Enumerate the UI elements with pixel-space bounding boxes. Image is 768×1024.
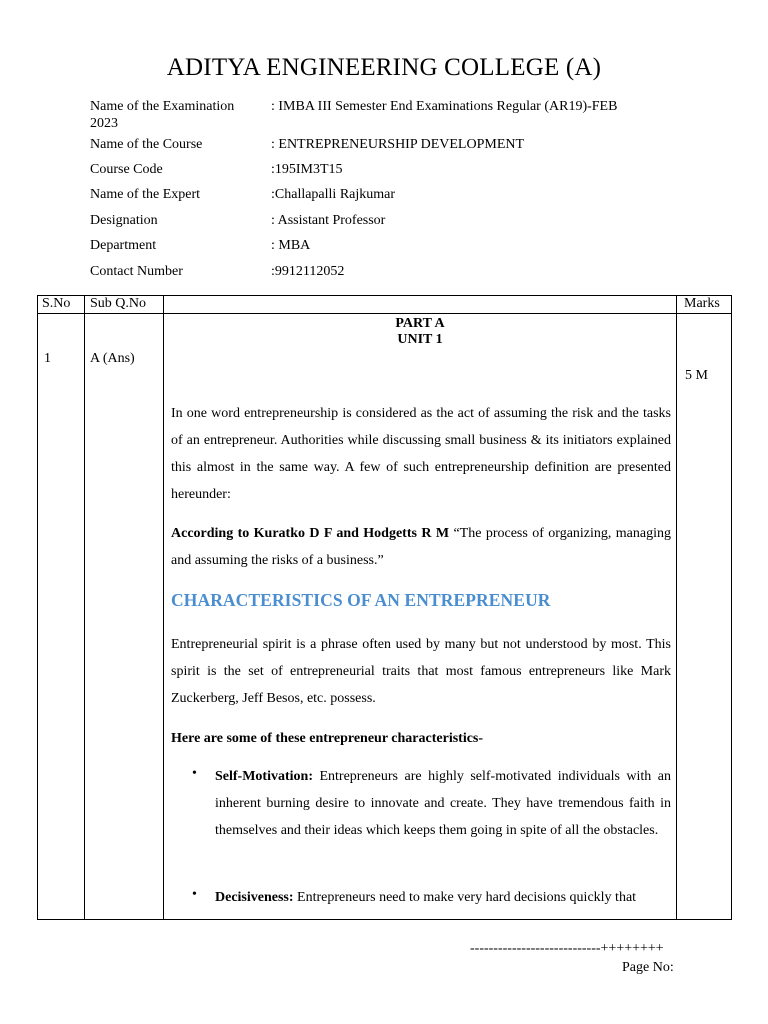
header-sno: S.No bbox=[42, 296, 71, 311]
characteristics-intro: Here are some of these entrepreneur characteristics- bbox=[171, 731, 484, 746]
meta-row-contact bbox=[90, 263, 690, 283]
meta-row-department bbox=[90, 237, 690, 263]
meta-value: : IMBA III Semester End Examinations Regular (AR19)-FEB bbox=[271, 99, 618, 114]
exam-details bbox=[90, 98, 690, 283]
footer-rule: ----------------------------++++++++ bbox=[470, 941, 664, 956]
part-label: PART A bbox=[395, 316, 445, 331]
meta-value: : MBA bbox=[271, 238, 311, 253]
bullet-self-motivation bbox=[215, 763, 671, 844]
header-subq: Sub Q.No bbox=[90, 296, 147, 311]
meta-row-course-code bbox=[90, 161, 690, 186]
section-heading: CHARACTERISTICS OF AN ENTREPRENEUR bbox=[171, 590, 551, 610]
meta-value: :9912112052 bbox=[271, 264, 345, 279]
meta-label: Designation bbox=[90, 213, 158, 228]
header-marks: Marks bbox=[684, 296, 720, 311]
definition-paragraph bbox=[171, 520, 671, 574]
table-divider-marks bbox=[676, 295, 677, 920]
spirit-paragraph: Entrepreneurial spirit is a phrase often used by many but not understood by most. This spirit is the set of entrepreneurial traits that most famous entrepreneurs like Mark Zuckerberg, Jeff Besos, etc. possess. bbox=[171, 637, 671, 706]
bullet-decisiveness bbox=[215, 884, 671, 911]
definition-text: “The process of organizing, managing and assuming the risks of a business.” bbox=[171, 526, 672, 568]
table-border-bottom bbox=[37, 919, 732, 920]
meta-row-course bbox=[90, 136, 690, 161]
meta-label: Contact Number bbox=[90, 264, 183, 279]
row-subq: A (Ans) bbox=[90, 351, 135, 366]
meta-row-examination bbox=[90, 98, 690, 136]
meta-value: : Assistant Professor bbox=[271, 213, 386, 228]
definition-author: According to Kuratko D F and Hodgetts R M bbox=[171, 526, 450, 541]
bullet-term: Decisiveness: bbox=[215, 890, 294, 905]
row-marks: 5 M bbox=[685, 368, 708, 383]
table-divider-sno bbox=[84, 295, 85, 920]
meta-label: Name of the Course bbox=[90, 137, 203, 152]
meta-label: Name of the Examination 2023 bbox=[90, 99, 235, 131]
bullet-marker: • bbox=[192, 887, 197, 902]
bullet-description: Entrepreneurs need to make very hard decisions quickly that bbox=[293, 890, 637, 905]
meta-label: Department bbox=[90, 238, 157, 253]
meta-value: :195IM3T15 bbox=[271, 162, 343, 177]
page-number-label: Page No: bbox=[622, 960, 674, 975]
meta-row-expert bbox=[90, 186, 690, 212]
intro-paragraph: In one word entrepreneurship is considered as the act of assuming the risk and the tasks of an entrepreneur. Authorities while discussing small business & its initiators explained this almost in the same way. A few of such entrepreneurship definition are presented hereunder: bbox=[171, 406, 671, 502]
meta-value: :Challapalli Rajkumar bbox=[271, 187, 396, 202]
meta-label: Name of the Expert bbox=[90, 187, 201, 202]
meta-value: : ENTREPRENEURSHIP DEVELOPMENT bbox=[271, 137, 525, 152]
table-border-right bbox=[731, 295, 732, 920]
table-divider-subq bbox=[163, 295, 164, 920]
row-sno: 1 bbox=[44, 351, 51, 366]
meta-row-designation bbox=[90, 212, 690, 237]
college-title: ADITYA ENGINEERING COLLEGE (A) bbox=[166, 54, 602, 81]
unit-label: UNIT 1 bbox=[397, 332, 443, 347]
bullet-description: Entrepreneurs are highly self-motivated individuals with an inherent burning desire to innovate and create. They have tremendous faith in themselves and their ideas which keeps them going in spite of all the obstacles. bbox=[215, 769, 671, 838]
bullet-marker: • bbox=[192, 766, 197, 781]
bullet-term: Self-Motivation: bbox=[215, 769, 313, 784]
table-border-left bbox=[37, 295, 38, 920]
meta-label: Course Code bbox=[90, 162, 163, 177]
table-header-divider bbox=[37, 313, 732, 314]
